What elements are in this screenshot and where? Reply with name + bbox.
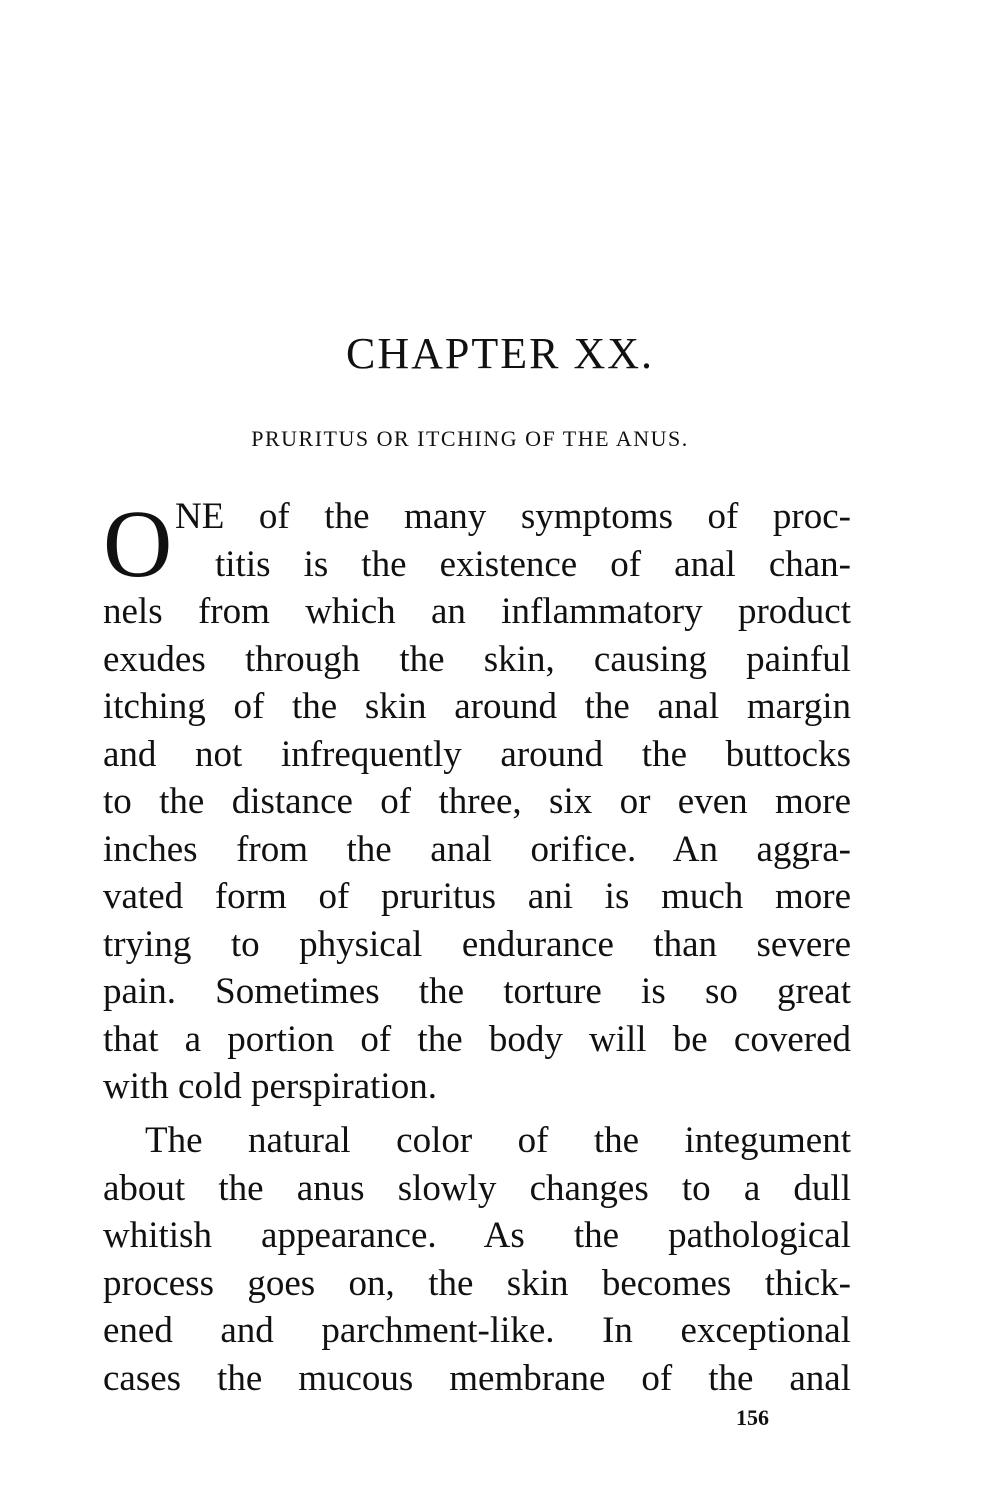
text-line: whitish appearance. As the pathological [103, 1215, 851, 1256]
text-line: nels from which an inflammatory product [103, 591, 851, 632]
text-line: NE of the many symptoms of proc- [175, 496, 851, 537]
drop-cap: O [103, 490, 173, 597]
text-line: and not infrequently around the buttocks [103, 733, 851, 775]
text-line: The natural color of the integument [145, 1120, 851, 1161]
text-line: trying to physical endurance than severe [103, 923, 851, 965]
text-line: vated form of pruritus ani is much more [103, 876, 851, 917]
text-line: itching of the skin around the anal margin [103, 686, 851, 727]
text-line: about the anus slowly changes to a dull [103, 1167, 851, 1209]
chapter-title: CHAPTER XX. [345, 329, 655, 378]
text-line: that a portion of the body will be covered [103, 1018, 851, 1060]
text-line: process goes on, the skin becomes thick- [103, 1262, 851, 1304]
text-line: ened and parchment-like. In exceptional [103, 1310, 851, 1351]
text-line: titis is the existence of anal chan- [215, 543, 851, 585]
page-number: 156 [736, 1405, 769, 1430]
paragraph-1 [103, 490, 851, 1111]
text-line: inches from the anal orifice. An aggra- [103, 828, 851, 870]
text-line: with cold perspiration. [103, 1066, 437, 1107]
text-line: exudes through the skin, causing painful [103, 638, 851, 680]
text-line: to the distance of three, six or even more [103, 781, 851, 822]
text-line: cases the mucous membrane of the anal [103, 1357, 851, 1399]
paragraph-2 [103, 1117, 851, 1402]
chapter-subtitle: PRURITUS OR ITCHING OF THE ANUS. [251, 426, 689, 451]
text-line: pain. Sometimes the torture is so great [103, 971, 851, 1012]
